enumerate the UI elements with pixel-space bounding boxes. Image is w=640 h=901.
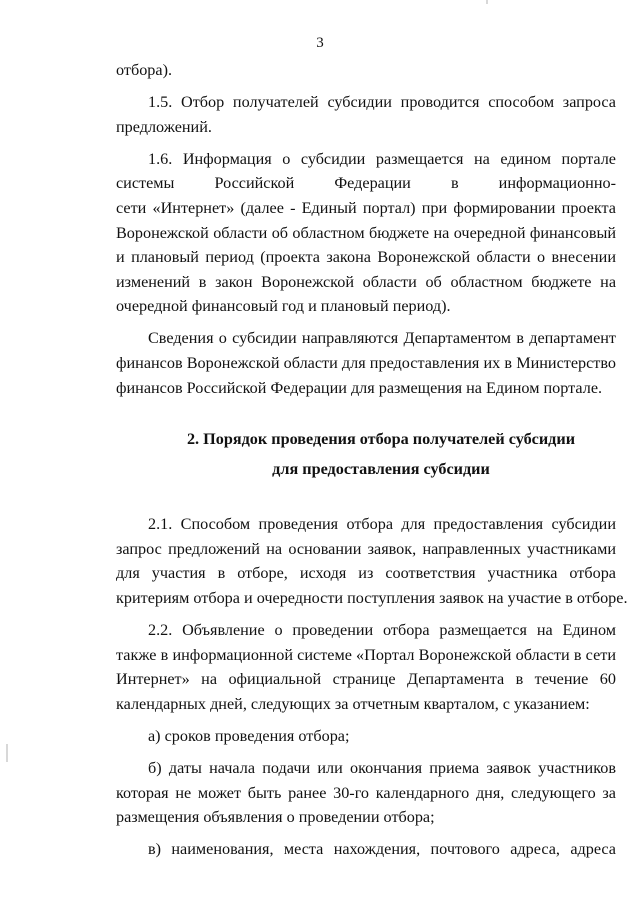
text-line: для участия в отборе, исходя из соответствия участника отбора	[116, 564, 616, 583]
text-line: Интернет» на официальной странице Департамента в течение 60	[116, 670, 616, 689]
scan-mark-top	[486, 0, 488, 4]
paragraph-2-2-c	[116, 837, 616, 862]
text-line: в) наименования, места нахождения, почтового адреса, адреса	[148, 840, 616, 859]
text-line: запрос предложений на основании заявок, направленных участниками	[116, 539, 616, 558]
paragraph-2-2-a	[116, 724, 616, 749]
text-line: а) сроков проведения отбора;	[148, 726, 350, 745]
text-line: системы Российской Федерации в информационно-	[116, 174, 616, 193]
scan-mark-left	[6, 744, 8, 762]
text-line: отбора).	[116, 61, 173, 79]
text-line: Воронежской области об областном бюджете на очередной финансовый	[116, 223, 616, 242]
paragraph-svedeniya	[116, 326, 616, 400]
document-body	[116, 58, 628, 862]
paragraph-2-1	[116, 512, 628, 610]
text-line: 1.6. Информация о субсидии размещается на едином портале	[148, 149, 616, 168]
section-2-heading	[116, 424, 616, 484]
text-line: изменений в закон Воронежской области об областном бюджете на	[116, 272, 616, 291]
text-line: календарных дней, следующих за отчетным кварталом, с указанием:	[116, 694, 590, 713]
section-heading-line: для предоставления субсидии	[272, 460, 490, 479]
text-line: и плановый период (проекта закона Воронежской области о внесении	[116, 248, 616, 267]
text-line: финансов Российской Федерации для размещения на Едином портале.	[116, 378, 603, 397]
text-line: также в информационной системе «Портал Воронежской области в сети	[116, 645, 616, 664]
text-line: размещения объявления о проведении отбора;	[116, 808, 435, 827]
text-line: 2.2. Объявление о проведении отбора размещается на Едином	[148, 621, 616, 640]
paragraph-1-5	[116, 90, 616, 139]
text-line: очередной финансовый год и плановый период).	[116, 297, 451, 316]
paragraph-2-2	[116, 618, 616, 716]
text-line: предложений.	[116, 117, 212, 136]
text-line: финансов Воронежской области для предоставления их в Министерство	[116, 354, 616, 373]
page-number: 3	[316, 35, 324, 51]
paragraph-2-2-b	[116, 756, 616, 830]
text-line: которая не может быть ранее 30-го календарного дня, следующего за	[116, 783, 616, 802]
section-heading-line: 2. Порядок проведения отбора получателей субсидии	[186, 430, 576, 449]
text-line: Сведения о субсидии направляются Департаментом в департамент	[148, 329, 616, 348]
text-line: 1.5. Отбор получателей субсидии проводится способом запроса	[148, 93, 616, 112]
paragraph-1-6	[116, 147, 616, 319]
text-line: сети «Интернет» (далее - Единый портал) при формировании проекта	[116, 198, 616, 217]
text-line: 2.1. Способом проведения отбора для предоставления субсидии	[148, 515, 616, 534]
text-line: б) даты начала подачи или окончания приема заявок участников	[148, 759, 616, 778]
text-line: критериям отбора и очередности поступления заявок на участие в отборе.	[116, 589, 628, 607]
